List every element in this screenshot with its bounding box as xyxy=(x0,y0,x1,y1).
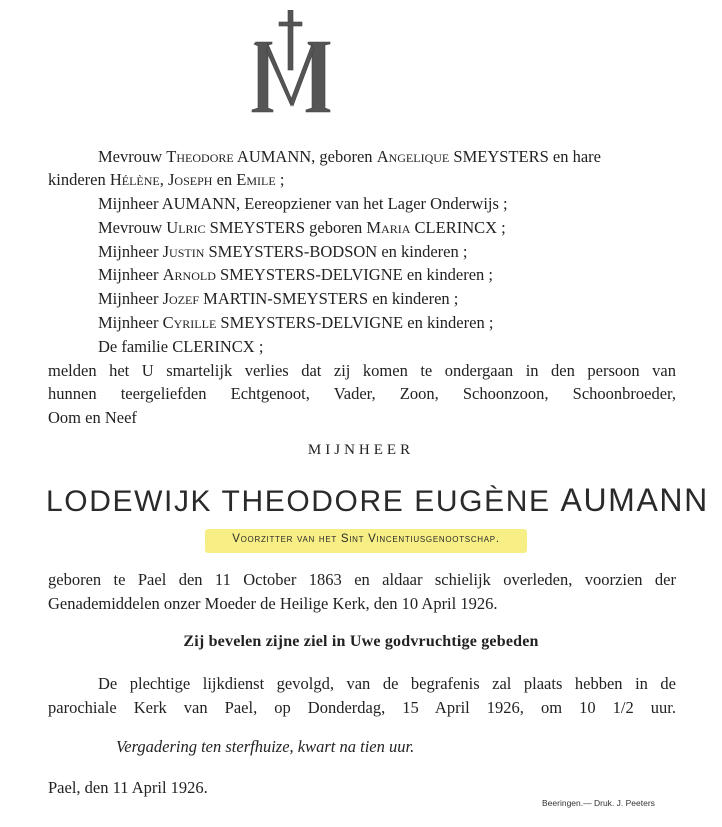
funeral-line-1: De plechtige lijkdienst gevolgd, van de begrafenis zal plaats hebben in de xyxy=(98,674,676,693)
marian-monogram-icon xyxy=(246,10,336,122)
deceased-title: Voorzitter van het Sint Vincentiusgenootschap. xyxy=(232,533,500,545)
dateline: Pael, den 11 April 1926. xyxy=(48,778,208,797)
family-line-4: Mevrouw Ulric SMEYSTERS geboren Maria CLERINCX ; xyxy=(98,218,506,237)
family-line-1: Mevrouw Theodore AUMANN, geboren Angelique SMEYSTERS en hare xyxy=(98,147,601,166)
prayer-request: Zij bevelen zijne ziel in Uwe godvruchtige gebeden xyxy=(183,633,539,650)
birth-line-1: geboren te Pael den 11 October 1863 en aldaar schielijk overleden, voorzien der xyxy=(48,570,676,589)
announcement-line-1: melden het U smartelijk verlies dat zij komen te ondergaan in den persoon van xyxy=(48,361,676,380)
birth-line-2: Genademiddelen onzer Moeder de Heilige Kerk, den 10 April 1926. xyxy=(48,594,498,613)
family-line-6: Mijnheer Arnold SMEYSTERS-DELVIGNE en kinderen ; xyxy=(98,265,493,284)
printer-imprint: Beeringen.— Druk. J. Peeters xyxy=(542,798,655,808)
family-line-2: kinderen Hélène, Joseph en Emile ; xyxy=(48,170,285,189)
announcement-line-2: hunnen teergeliefden Echtgenoot, Vader, Zoon, Schoonzoon, Schoonbroeder, xyxy=(48,384,676,403)
deceased-surname: AUMANN xyxy=(560,482,709,518)
family-line-9: De familie CLERINCX ; xyxy=(98,337,264,356)
deceased-name xyxy=(46,482,709,519)
family-line-7: Mijnheer Jozef MARTIN-SMEYSTERS en kinderen ; xyxy=(98,289,459,308)
funeral-line-2: parochiale Kerk van Pael, op Donderdag, 15 April 1926, om 10 1/2 uur. xyxy=(48,698,676,717)
announcement-line-3: Oom en Neef xyxy=(48,408,137,427)
family-line-5: Mijnheer Justin SMEYSTERS-BODSON en kinderen ; xyxy=(98,242,468,261)
salutation: MIJNHEER xyxy=(307,442,415,458)
gathering-note: Vergadering ten sterfhuize, kwart na tien uur. xyxy=(116,737,415,756)
family-line-8: Mijnheer Cyrille SMEYSTERS-DELVIGNE en kinderen ; xyxy=(98,313,494,332)
deceased-first-names: LODEWIJK THEODORE EUGÈNE xyxy=(46,485,561,518)
family-line-3: Mijnheer AUMANN, Eereopziener van het Lager Onderwijs ; xyxy=(98,194,508,213)
